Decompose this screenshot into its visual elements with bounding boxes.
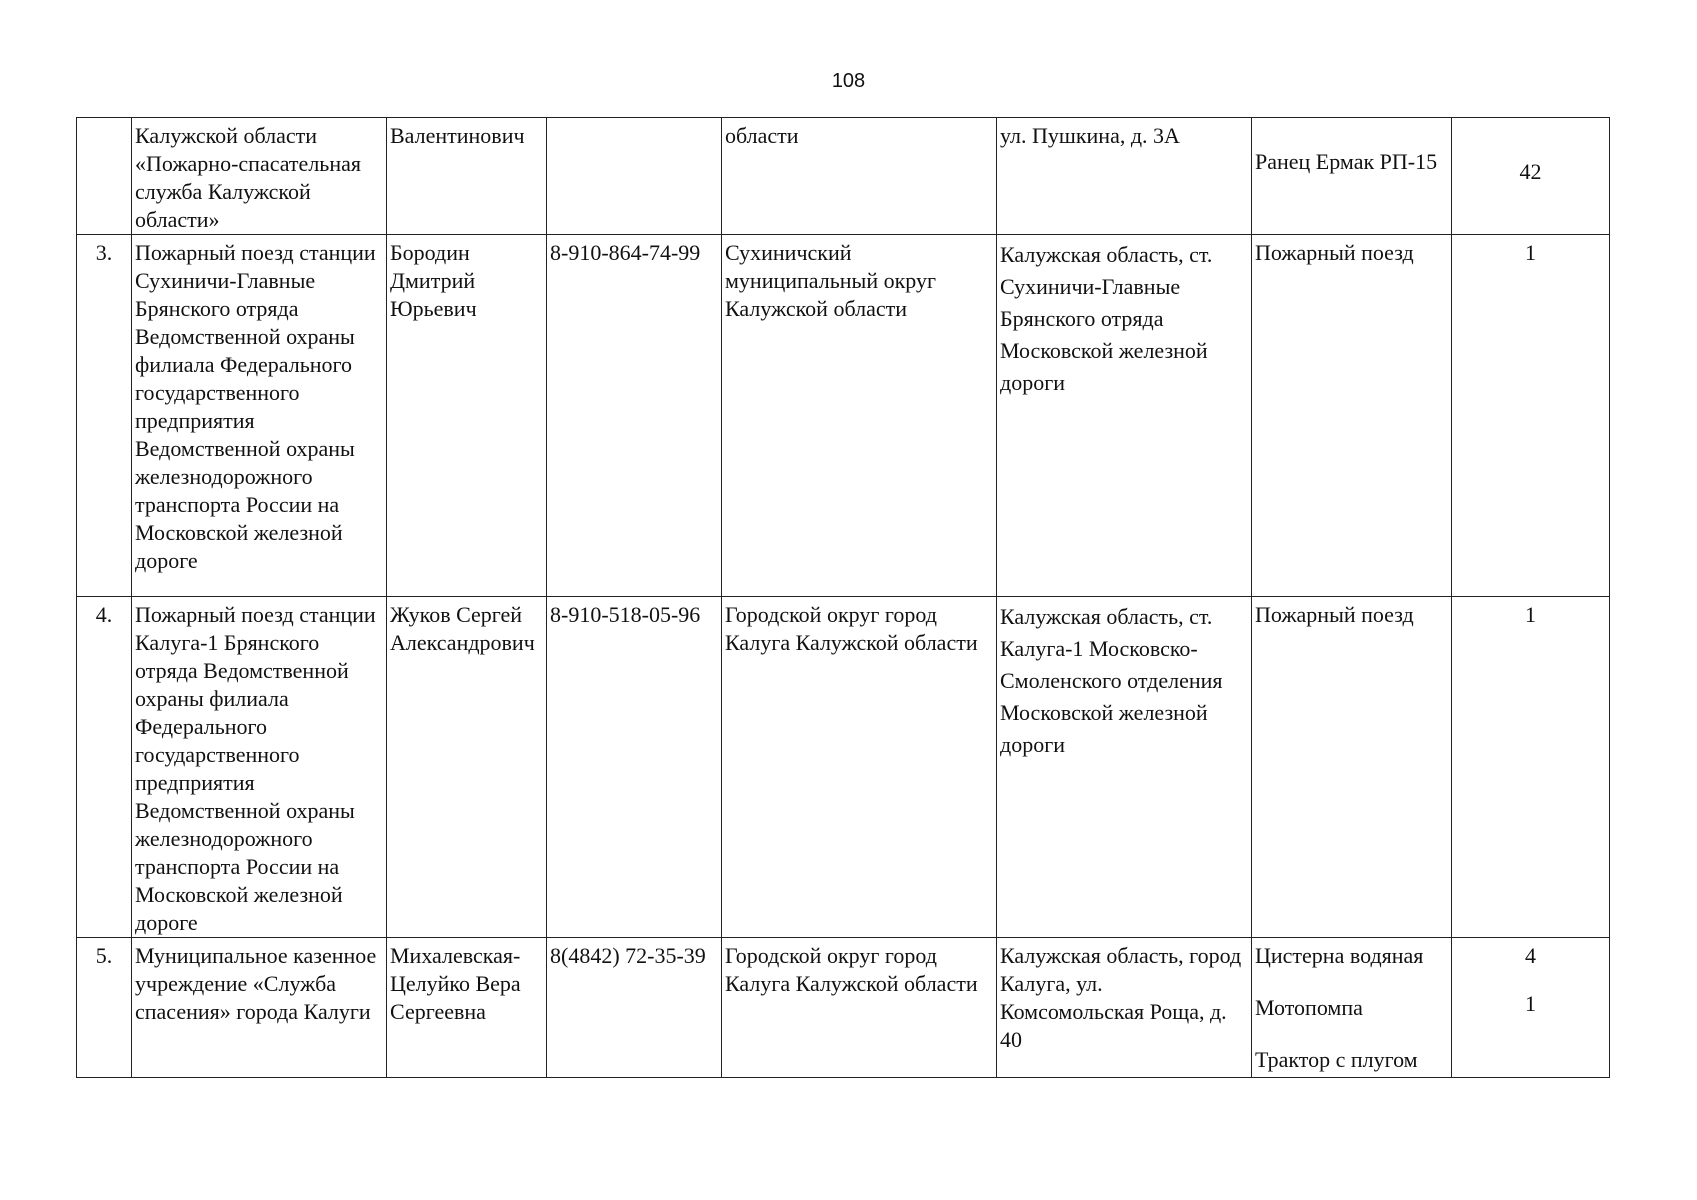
- person-cell: Бородин Дмитрий Юрьевич: [387, 235, 547, 597]
- equipment-cell: [1252, 597, 1452, 938]
- quantity-item: 1: [1525, 991, 1536, 1016]
- person-cell: Михалевская-Целуйко Вера Сергеевна: [387, 938, 547, 1078]
- organization-cell: Калужской области «Пожарно-спасательная служба Калужской области»: [132, 118, 387, 235]
- table-row: [77, 118, 1610, 235]
- person-cell: Валентинович: [387, 118, 547, 235]
- row-number: [77, 118, 132, 235]
- equipment-item: Пожарный поезд: [1255, 240, 1414, 265]
- equipment-item: Ранец Ермак РП-15: [1255, 149, 1438, 174]
- table-row: [77, 597, 1610, 938]
- organization-cell: Муниципальное казенное учреждение «Служба спасения» города Калуги: [132, 938, 387, 1078]
- territory-cell: Городской округ город Калуга Калужской области: [722, 938, 997, 1078]
- organization-cell: Пожарный поезд станции Калуга-1 Брянского отряда Ведомственной охраны филиала Федерального государственного предприятия Ведомственной охраны железнодорожного транспорта России на Московской железной дороге: [132, 597, 387, 938]
- row-number: 3.: [77, 235, 132, 597]
- organization-cell: Пожарный поезд станции Сухиничи-Главные Брянского отряда Ведомственной охраны филиала Федерального государственного предприятия Ведомственной охраны железнодорожного транспорта России на Московской железной дороге: [132, 235, 387, 597]
- address-cell: Калужская область, город Калуга, ул. Комсомольская Роща, д. 40: [997, 938, 1252, 1078]
- row-number: 4.: [77, 597, 132, 938]
- address-cell: Калужская область, ст. Калуга-1 Московско-Смоленского отделения Московской железной дороги: [997, 597, 1252, 938]
- territory-cell: Городской округ город Калуга Калужской области: [722, 597, 997, 938]
- quantity-item: 4: [1525, 943, 1536, 968]
- equipment-item: Пожарный поезд: [1255, 602, 1414, 627]
- page-number: 108: [831, 70, 866, 92]
- phone-cell: [547, 118, 722, 235]
- table-row: [77, 235, 1610, 597]
- phone-cell: 8(4842) 72-35-39: [547, 938, 722, 1078]
- quantity-item: 1: [1525, 240, 1536, 265]
- quantity-cell: [1452, 597, 1610, 938]
- person-cell: Жуков Сергей Александрович: [387, 597, 547, 938]
- address-cell: Калужская область, ст. Сухиничи-Главные Брянского отряда Московской железной дороги: [997, 235, 1252, 597]
- equipment-cell: [1252, 118, 1452, 235]
- equipment-cell: [1252, 235, 1452, 597]
- quantity-item: 42: [1519, 159, 1542, 184]
- territory-cell: области: [722, 118, 997, 235]
- phone-cell: 8-910-864-74-99: [547, 235, 722, 597]
- phone-cell: 8-910-518-05-96: [547, 597, 722, 938]
- address-cell: ул. Пушкина, д. 3А: [997, 118, 1252, 235]
- table-row: [77, 938, 1610, 1078]
- equipment-cell: [1252, 938, 1452, 1078]
- quantity-cell: [1452, 235, 1610, 597]
- row-number: 5.: [77, 938, 132, 1078]
- equipment-item: Цистерна водяная: [1255, 943, 1424, 968]
- quantity-cell: [1452, 938, 1610, 1078]
- quantity-item: 1: [1525, 602, 1536, 627]
- quantity-cell: [1452, 118, 1610, 235]
- equipment-item: Мотопомпа: [1255, 995, 1363, 1020]
- equipment-table: [76, 117, 1610, 1078]
- territory-cell: Сухиничский муниципальный округ Калужской области: [722, 235, 997, 597]
- equipment-item: Трактор с плугом: [1255, 1047, 1418, 1072]
